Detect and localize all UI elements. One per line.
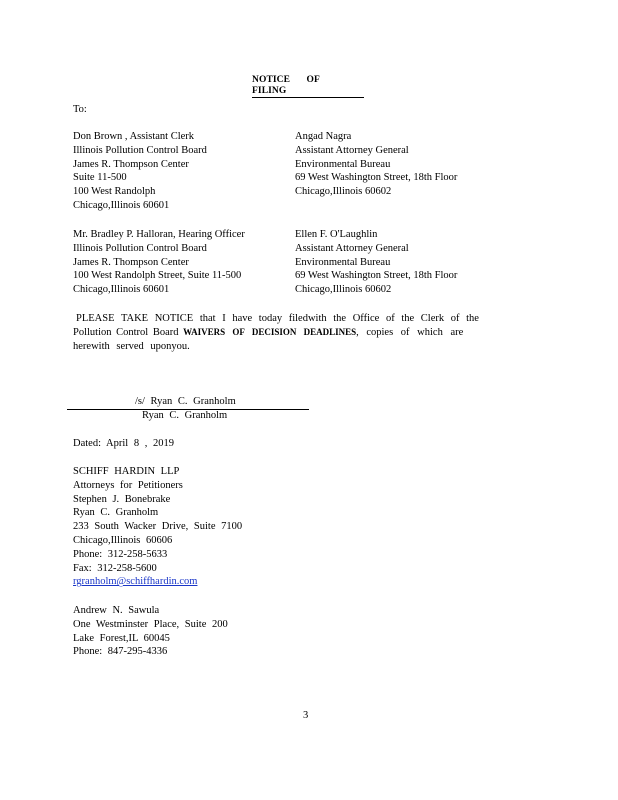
signer-name: Ryan C. Granholm <box>142 410 228 421</box>
co-counsel-line: Andrew N. Sawula <box>73 605 160 616</box>
firm-line: 233 South Wacker Drive, Suite 7100 <box>73 521 243 533</box>
recipient-line: Chicago,Illinois 60602 <box>295 284 392 296</box>
recipient-line: James R. Thompson Center <box>73 158 189 170</box>
firm-line: Fax: 312-258-5600 <box>73 562 157 574</box>
recipient-line: 69 West Washington Street, 18th Floor <box>295 270 458 282</box>
firm-line: Attorneys for Petitioners <box>73 479 183 491</box>
notice-line <box>73 326 513 340</box>
electronic-signature: /s/ Ryan C. Granholm <box>135 396 236 407</box>
recipient-hearing-officer <box>73 228 245 297</box>
notice-line: PLEASE TAKE NOTICE that I have today filedwith the Office of the Clerk of the <box>76 313 479 324</box>
recipient-line: Environmental Bureau <box>295 158 391 170</box>
firm-block <box>73 465 242 589</box>
firm-line: Stephen J. Bonebrake <box>73 493 171 505</box>
firm-line: Phone: 312-258-5633 <box>73 548 168 560</box>
recipient-line: Don Brown , Assistant Clerk <box>73 131 195 142</box>
notice-line: herewith served uponyou. <box>73 340 190 352</box>
notice-text: Pollution Control Board <box>73 326 179 338</box>
page-number: 3 <box>303 710 309 721</box>
co-counsel-line: Lake Forest,IL 60045 <box>73 632 170 644</box>
recipient-olaughlin <box>295 228 457 297</box>
recipient-line: Assistant Attorney General <box>295 242 409 254</box>
recipient-line: James R. Thompson Center <box>73 256 189 268</box>
notice-text: , copies of which are <box>356 326 464 338</box>
firm-name: SCHIFF HARDIN LLP <box>73 466 180 477</box>
co-counsel-line: One Westminster Place, Suite 200 <box>73 618 228 630</box>
to-label: To: <box>73 104 87 115</box>
recipient-line: Angad Nagra <box>295 131 352 142</box>
recipient-line: 69 West Washington Street, 18th Floor <box>295 172 458 184</box>
date-line: Dated: April 8 , 2019 <box>73 438 174 449</box>
recipient-line: Mr. Bradley P. Halloran, Hearing Officer <box>73 229 245 240</box>
recipient-line: Illinois Pollution Control Board <box>73 144 207 156</box>
recipient-clerk <box>73 130 207 213</box>
recipient-line: Illinois Pollution Control Board <box>73 242 207 254</box>
recipient-line: 100 West Randolph <box>73 186 156 198</box>
filing-title: WAIVERS OF DECISION DEADLINES <box>183 326 357 337</box>
recipient-line: Chicago,Illinois 60601 <box>73 284 170 296</box>
co-counsel-block <box>73 604 228 659</box>
recipient-line: Environmental Bureau <box>295 256 391 268</box>
recipient-line: 100 West Randolph Street, Suite 11-500 <box>73 270 242 282</box>
recipient-line: Assistant Attorney General <box>295 144 409 156</box>
firm-line: Ryan C. Granholm <box>73 507 159 519</box>
recipient-line: Ellen F. O'Laughlin <box>295 229 378 240</box>
document-title: NOTICE OF FILING <box>252 75 364 98</box>
notice-paragraph <box>73 312 513 353</box>
email-link[interactable]: rgranholm@schiffhardin.com <box>73 576 198 588</box>
firm-line: Chicago,Illinois 60606 <box>73 534 173 546</box>
co-counsel-line: Phone: 847-295-4336 <box>73 646 168 658</box>
recipient-line: Chicago,Illinois 60601 <box>73 199 170 211</box>
recipient-line: Suite 11-500 <box>73 172 127 184</box>
recipient-line: Chicago,Illinois 60602 <box>295 186 392 198</box>
recipient-nagra <box>295 130 457 199</box>
